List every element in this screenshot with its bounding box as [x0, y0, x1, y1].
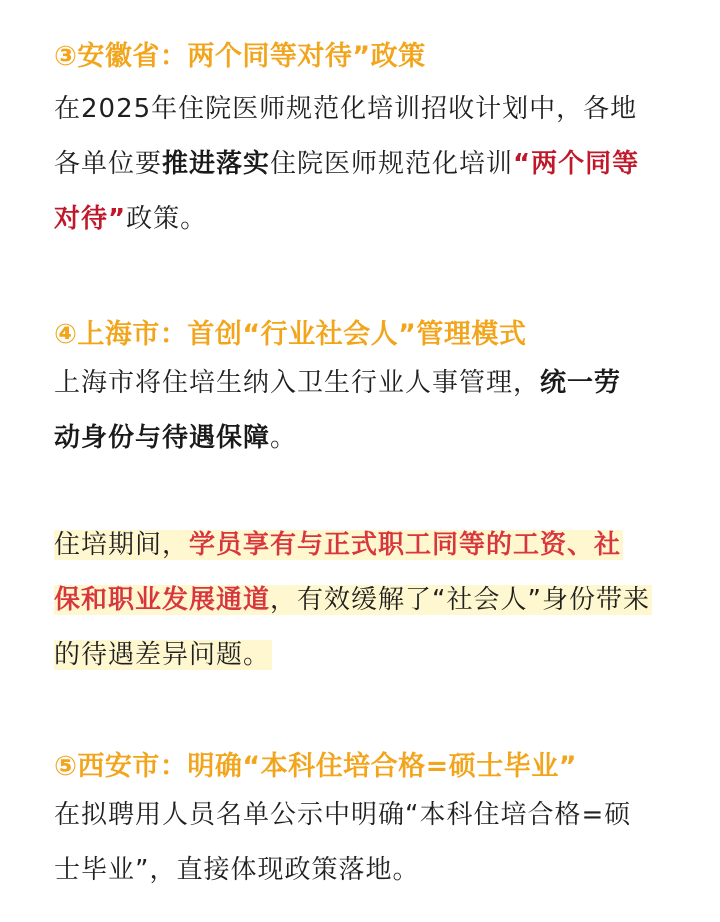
plain-text: 。 [270, 423, 298, 453]
red-emphasis-text: 保和职业发展通道 [54, 585, 271, 615]
highlight-text: 的待遇差异问题。 [54, 640, 271, 670]
section-heading-shanghai: ④上海市：首创“行业社会人”管理模式 [54, 319, 527, 350]
plain-text: ，有效缓解了“社会人”身份带来 [270, 585, 650, 615]
paragraph-line [54, 628, 670, 683]
plain-text: 住院医师规范化培训 [270, 149, 514, 179]
section-heading-anhui: ③安徽省：两个同等对待”政策 [54, 41, 426, 72]
section-paragraph-xian [54, 788, 670, 898]
plain-text: 住培期间， [54, 530, 190, 560]
highlight-text [54, 530, 623, 560]
paragraph-line [54, 137, 670, 192]
paragraph-line [54, 411, 670, 466]
paragraph-line [54, 518, 670, 573]
section-paragraph-shanghai [54, 356, 670, 466]
section-paragraph-anhui [54, 82, 670, 247]
highlighted-paragraph [54, 518, 670, 683]
plain-text: 上海市将住培生纳入卫生行业人事管理， [54, 368, 541, 398]
bold-text: 推进落实 [162, 149, 271, 179]
section-heading-xian: ⑤西安市：明确“本科住培合格=硕士毕业” [54, 751, 577, 782]
paragraph-line: 在2025年住院医师规范化培训招收计划中，各地 [54, 94, 638, 124]
red-emphasis-text: 学员享有与正式职工同等的工资、社 [189, 530, 622, 560]
plain-text: 各单位要 [54, 149, 163, 179]
paragraph-line [54, 192, 670, 247]
paragraph-line: 士毕业”，直接体现政策落地。 [54, 855, 420, 885]
red-emphasis-text: 对待” [54, 204, 127, 234]
bold-text: 统一劳 [540, 368, 622, 398]
paragraph-line [54, 356, 670, 411]
highlight-text [54, 585, 652, 615]
paragraph-line: 在拟聘用人员名单公示中明确“本科住培合格=硕 [54, 800, 632, 830]
paragraph-line [54, 573, 670, 628]
red-emphasis-text: “两个同等 [513, 149, 640, 179]
plain-text: 政策。 [126, 204, 208, 234]
bold-text: 动身份与待遇保障 [54, 423, 271, 453]
